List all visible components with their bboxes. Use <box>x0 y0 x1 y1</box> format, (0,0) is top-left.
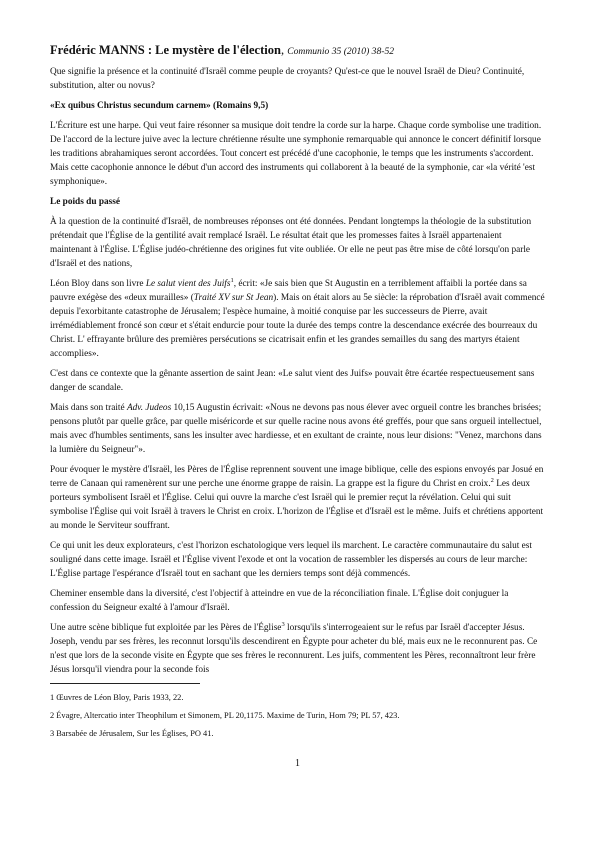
text-run: Une autre scène biblique fut exploitée par les Pères de l'Église <box>50 623 282 633</box>
intro-paragraph: Que signifie la présence et la continuité d'Israël comme peuple de croyants? Qu'est-ce que le nouvel Israël de Dieu? Continuité, substitution, alter ou novus? <box>50 67 525 91</box>
paragraph-cheminer: Cheminer ensemble dans la diversité, c'est l'objectif à atteindre en vue de la réconciliation finale. L'Église doit conjuguer la confession du Seigneur exalté à l'amour d'Israël. <box>50 589 509 613</box>
footnote-ref-1: 1 <box>230 276 234 284</box>
treatise-title: Traité XV sur St Jean <box>193 293 274 303</box>
text-run: Mais dans son traité <box>50 403 127 413</box>
text-run: lorsqu'ils s'interrogeaient sur le refus par Israël d'accepter Jésus. Joseph, vendu par ses frères, les reconnut lorsqu'ils descendirent en Égypte pour acheter du blé, mais eux ne le reconnurent pas. Ce n'est que lors de la seconde visite en Égypte que ses frères le reconnurent. Les juifs, commentent les Pères, reconnaîtront leur frère Jésus lorsqu'il viendra pour la seconde fois <box>50 623 538 675</box>
section-heading-romains: «Ex quibus Christus secundum carnem» (Romains 9,5) <box>50 101 269 111</box>
work-title: Adv. Judeos <box>126 403 172 413</box>
text-run: , écrit: «Je sais bien que St Augustin en a terriblement affaibli la portée dans sa pauvre exégèse des «deux murailles» ( <box>50 279 527 303</box>
paragraph-saint-jean: C'est dans ce contexte que la gênante assertion de saint Jean: «Le salut vient des Juifs» pouvait être écartée respectueusement sans danger de scandale. <box>50 369 535 393</box>
footnote-divider <box>50 683 200 684</box>
footnote-2: 2 Évagre, Altercatio inter Theophilum et Simonem, PL 20,1175. Maxime de Turin, Hom 79; PL 57, 423. <box>50 711 400 720</box>
text-run: ). Mais on était alors au 5e siècle: la réprobation d'Israël avait commencé depuis l'exorbitante catastrophe de Jérusalem; l'espèce humaine, à moitié conquise par les successeurs de Pierre, avait irrémédiablement froncé son cœur et s'était endurcie pour toute la durée des temps contre la descendance exécrée des bourreaux du Christ. L' effrayante brûlure des premières persécutions se cicatrisait enfin et les grandes semailles du sang des martyrs étaient accomplies». <box>50 293 545 359</box>
text-run: 10,15 Augustin écrivait: «Nous ne devons pas nous élever avec orgueil contre les branches brisées; pensons plutôt par quelle grâce, par quelle miséricorde et sur quelle racine nous avons été greffés, pour que sans orgueil intellectuel, mais avec d'humbles sentiments, sans les insulter avec hardiesse, et en exultant de crainte, nous leur disions: "Venez, marchons dans la lumière du Seigneur"». <box>50 403 542 455</box>
title-separator: , <box>280 43 288 57</box>
paragraph-continuite: À la question de la continuité d'Israël, de nombreuses réponses ont été données. Pendant longtemps la théologie de la substitution prétendait que l'Église de la gentilité avait remplacé Israël. Le résultat était que les promesses faites à Israël appartenaient maintenant à l'Église. L'Église judéo-chrétienne des origines fut vite oubliée. Or elle ne peut pas être mise de côté lorsqu'on parle d'Israël et des nations, <box>50 217 532 269</box>
book-title: Le salut vient des Juifs <box>145 279 231 289</box>
footnote-1: 1 Œuvres de Léon Bloy, Paris 1933, 22. <box>50 693 184 702</box>
paragraph-explorateurs: Ce qui unit les deux explorateurs, c'est l'horizon eschatologique vers lequel ils marchent. Le caractère communautaire du salut est souligné dans cette image. Israël et l'Église vivent l'exode et ont la vocation de rassembler les dispersés au cours de leur marche: L'Église partage l'espérance d'Israël tout en sachant que les derniers temps sont déjà commencés. <box>50 541 532 579</box>
paragraph-leon-bloy <box>50 277 545 361</box>
paragraph-joseph <box>50 621 545 677</box>
title-reference: Communio 35 (2010) 38-52 <box>287 46 395 57</box>
paragraph-espions <box>50 463 545 533</box>
page-number: 1 <box>295 758 300 769</box>
footnote-ref-2: 2 <box>490 476 494 484</box>
footnote-3: 3 Barsabée de Jérusalem, Sur les Églises, PO 41. <box>50 729 214 738</box>
text-run: Léon Bloy dans son livre <box>50 279 146 289</box>
text-run: Pour évoquer le mystère d'Israël, les Pères de l'Église reprennent souvent une image biblique, celle des espions envoyés par Josué en terre de Canaan qui ramenèrent sur une perche une énorme grappe de raisin. La grappe est la figure du Christ en croix. <box>50 465 544 489</box>
text-run: Les deux porteurs symbolisent Israël et l'Église. Celui qui ouvre la marche c'est Israël qui le premier reçut la révélation. Celui qui suit symbolise l'Église qui voit Israël à travers le Christ en croix. L'horizon de l'Église et d'Israël est le même. Juifs et chrétiens apportent au monde le Serviteur souffrant. <box>50 479 544 531</box>
footnote-ref-3: 3 <box>281 620 285 628</box>
paragraph-augustin <box>50 401 545 457</box>
paragraph-harpe: L'Écriture est une harpe. Qui veut faire résonner sa musique doit tendre la corde sur la harpe. Chaque corde symbolise une tradition. De l'accord de la lecture juive avec la lecture chrétienne résulte une symphonie remarquable qui annonce le concert définitif lorsque les traditions abrahamiques seront accordées. Tout concert est précédé d'une cacophonie, le temps que les instruments s'accordent. Mais cette cacophonie annonce le début d'un accord des instruments qui collaborent à la beauté de la symphonie, car «la vérité 'est symphonique». <box>50 121 542 187</box>
section-heading-poids-du-passe: Le poids du passé <box>50 197 121 207</box>
document-title <box>50 42 545 60</box>
title-author: Frédéric MANNS : Le mystère de l'élection <box>50 43 281 57</box>
